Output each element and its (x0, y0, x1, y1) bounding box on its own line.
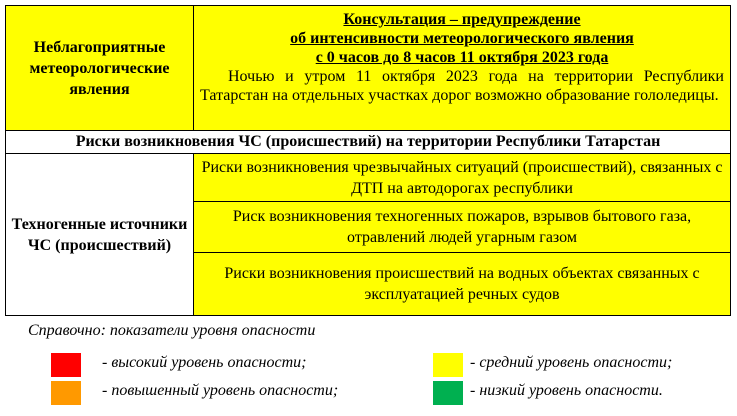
legend-swatch-elevated (51, 381, 81, 405)
consultation-title-line1: Консультация – предупреждение (343, 11, 581, 28)
risk-text: Риски возникновения чрезвычайных ситуаций (происшествий), связанных с ДТП на автодорогах республики (201, 158, 723, 197)
consultation-body: Ночью и утром 11 октября 2023 года на территории Республики Татарстан на отдельных участках дорог возможно образование гололедицы. (200, 68, 724, 104)
risk-text: Риск возникновения техногенных пожаров, взрывов бытового газа, отравлений людей угарным газом (232, 208, 692, 246)
legend-swatch-medium (433, 353, 463, 377)
risks-header (6, 131, 731, 154)
legend-title: Справочно: показатели уровня опасности (28, 322, 316, 339)
consultation-title-line2: об интенсивности метеорологического явления (290, 30, 634, 47)
legend-label-elevated: - повышенный уровень опасности; (102, 382, 339, 399)
legend-swatch-low (433, 381, 463, 405)
legend-label-low: - низкий уровень опасности. (470, 382, 663, 399)
warning-table (5, 5, 731, 316)
source-label: Техногенные источники ЧС (происшествий) (11, 215, 188, 254)
phenomena-header-text: Неблагоприятные метеорологические явления (29, 38, 170, 98)
risk-item-road (194, 154, 731, 202)
legend-label-high: - высокий уровень опасности; (102, 354, 307, 371)
risks-header-text: Риски возникновения ЧС (происшествий) на территории Республики Татарстан (75, 133, 661, 150)
source-label-cell (6, 154, 194, 316)
consultation-title-line3: с 0 часов до 8 часов 11 октября 2023 года (315, 49, 609, 66)
phenomena-header (6, 6, 194, 131)
legend-swatch-high (51, 353, 81, 377)
consultation-cell (194, 6, 731, 131)
risk-item-water (194, 253, 731, 316)
risk-text: Риски возникновения происшествий на водных объектах связанных с эксплуатацией речных судов (224, 265, 700, 303)
risk-item-fire (194, 202, 731, 253)
legend-label-medium: - средний уровень опасности; (470, 354, 673, 371)
